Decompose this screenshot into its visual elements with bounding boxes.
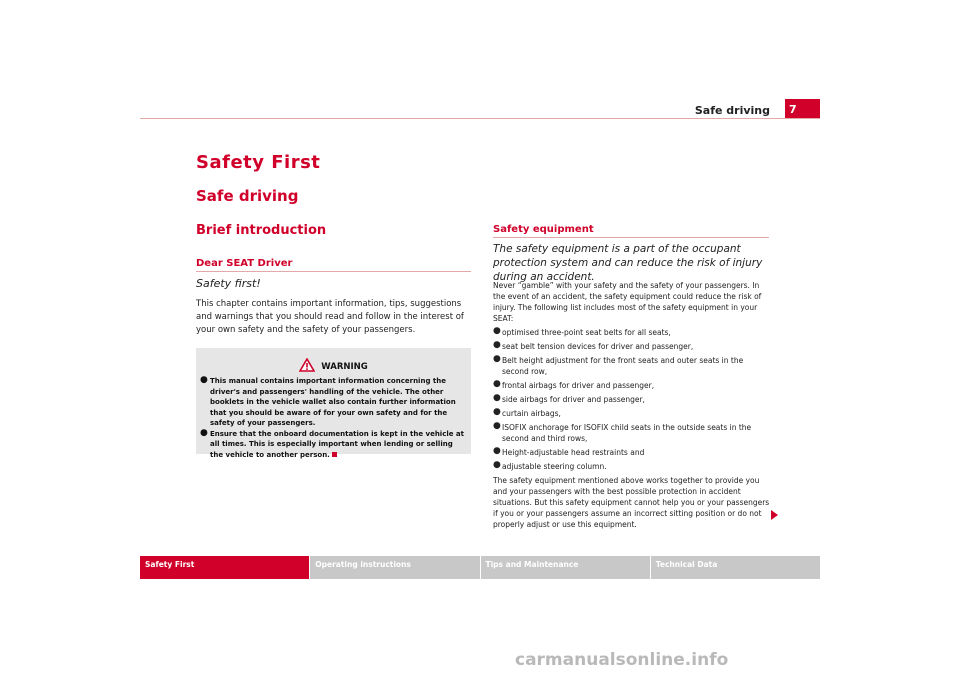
list-item: [493, 394, 771, 405]
tab-safety-first[interactable]: Safety First: [140, 556, 309, 579]
list-item: [493, 461, 771, 472]
footer-tabs: [140, 556, 820, 579]
bullet-icon: ●: [493, 421, 501, 431]
bullet-icon: ●: [200, 427, 208, 438]
page-number: 7: [785, 99, 820, 118]
warning-triangle-icon: [299, 358, 315, 375]
list-item: [493, 408, 771, 419]
next-page-arrow-icon[interactable]: [771, 510, 778, 520]
list-item-text: ISOFIX anchorage for ISOFIX child seats in the outside seats in the second and third rows,: [502, 423, 752, 443]
list-item-text: frontal airbags for driver and passenger,: [502, 381, 655, 390]
list-item: [493, 422, 771, 444]
warning-item-text: Ensure that the onboard documentation is kept in the vehicle at all times. This is especially important when lending or selling the vehicle to another person.: [210, 429, 465, 459]
list-item-text: seat belt tension devices for driver and passenger,: [502, 342, 694, 351]
bullet-icon: ●: [493, 407, 501, 417]
warning-title: [196, 358, 471, 375]
tab-operating-instructions[interactable]: Operating instructions: [310, 556, 479, 579]
bullet-icon: ●: [493, 326, 501, 336]
right-outro: The safety equipment mentioned above works together to provide you and your passengers with the best possible protection in accident situations. But this safety equipment cannot help you or your passengers if you or your passengers assume an incorrect sitting position or do not properly adjust or use this equipment.: [493, 476, 770, 529]
watermark: carmanualsonline.info: [515, 650, 729, 670]
warning-item: [200, 429, 468, 461]
list-item: [493, 341, 771, 352]
warning-box: [196, 348, 471, 459]
list-item: [493, 327, 771, 338]
tab-tips-and-maintenance[interactable]: Tips and Maintenance: [481, 556, 650, 579]
right-lead: The safety equipment is a part of the occupant protection system and can reduce the risk of injury during an accident.: [493, 243, 763, 283]
end-mark-icon: [332, 452, 337, 457]
list-item-text: adjustable steering column.: [502, 462, 607, 471]
left-lead: Safety first!: [196, 277, 261, 290]
list-item-text: curtain airbags,: [502, 409, 561, 418]
bullet-icon: ●: [200, 375, 208, 385]
chapter-heading: Safety First: [196, 152, 321, 173]
list-item-text: Height-adjustable head restraints and: [502, 448, 645, 457]
bullet-icon: ●: [493, 379, 501, 389]
right-section-title: Safety equipment: [493, 224, 769, 238]
safety-equipment-list: [493, 327, 771, 472]
warning-item: [200, 376, 468, 429]
warning-title-text: WARNING: [321, 362, 368, 372]
list-item-text: Belt height adjustment for the front seats and outer seats in the second row,: [502, 356, 744, 376]
running-header-title: Safe driving: [694, 104, 770, 117]
tab-technical-data[interactable]: Technical Data: [651, 556, 820, 579]
list-item-text: side airbags for driver and passenger,: [502, 395, 645, 404]
header-rule: [140, 118, 820, 119]
bullet-icon: ●: [493, 354, 501, 364]
left-section-title: Dear SEAT Driver: [196, 258, 471, 272]
subsection-heading: Brief introduction: [196, 223, 327, 238]
warning-body: [200, 376, 468, 460]
bullet-icon: ●: [493, 446, 501, 456]
left-body: [196, 298, 472, 337]
bullet-icon: ●: [493, 393, 501, 403]
list-item-text: optimised three-point seat belts for all seats,: [502, 328, 671, 337]
warning-item-text: This manual contains important information concerning the driver's and passengers' handling of the vehicle. The other booklets in the vehicle wallet also contain further information that you should be aware of for your own safety and for the safety of your passengers.: [210, 377, 456, 427]
list-item: [493, 355, 771, 377]
right-intro: Never “gamble” with your safety and the safety of your passengers. In the event of an accident, the safety equipment could reduce the risk of injury. The following list includes most of the safety equipment in your SEAT:: [493, 281, 762, 323]
bullet-icon: ●: [493, 460, 501, 470]
right-body: [493, 280, 771, 530]
left-body-text: This chapter contains important information, tips, suggestions and warnings that you should read and follow in the interest of your own safety and the safety of your passengers.: [196, 299, 464, 335]
list-item: [493, 380, 771, 391]
bullet-icon: ●: [493, 340, 501, 350]
list-item: [493, 447, 771, 458]
section-heading: Safe driving: [196, 187, 299, 205]
